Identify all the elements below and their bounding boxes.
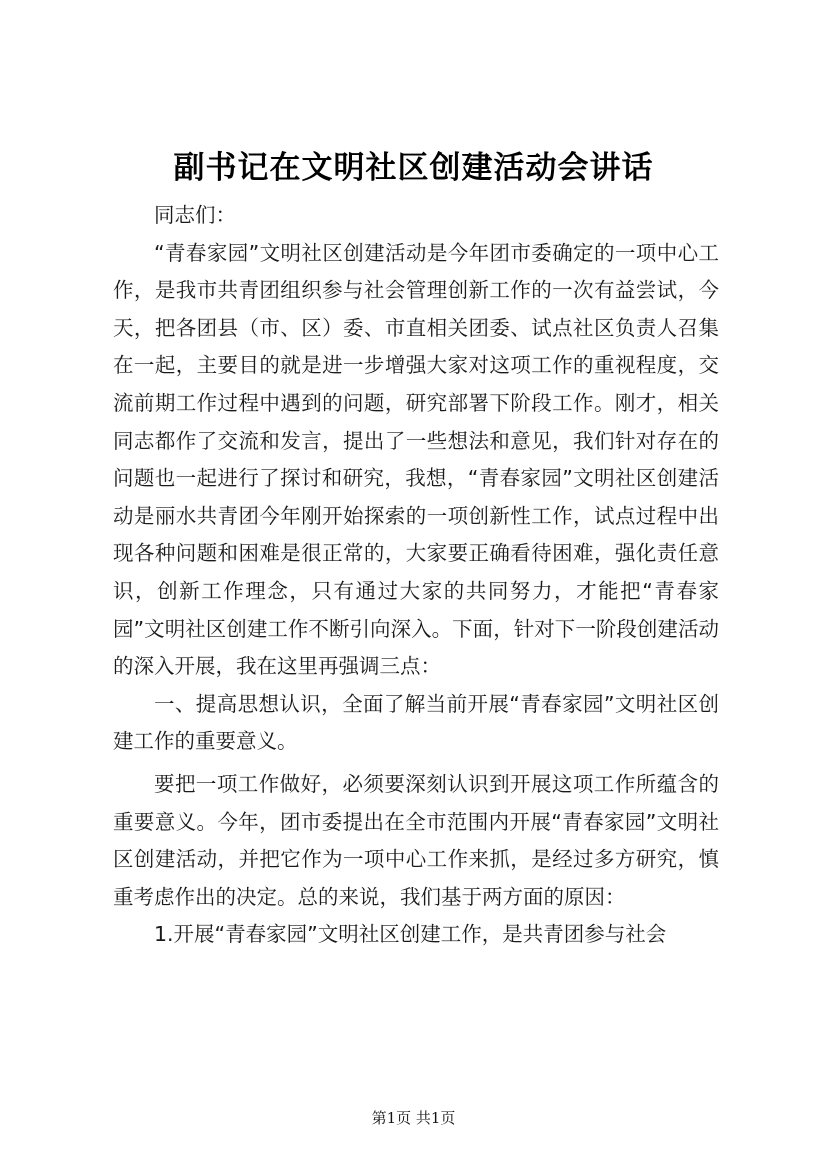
salutation-paragraph: 同志们： (154, 203, 236, 227)
document-body (113, 197, 719, 954)
body-paragraph: 要把一项工作做好，必须要深刻认识到开展这项工作所蕴含的重要意义。今年，团市委提出在全市范围内开展“青春家园”文明社区创建活动，并把它作为一项中心工作来抓，是经过多方研究，慎重考虑作出的决定。总的来说，我们基于两方面的原因： (113, 771, 719, 909)
section-heading-paragraph: 一、提高思想认识，全面了解当前开展“青春家园”文明社区创建工作的重要意义。 (113, 691, 719, 754)
page-footer: 第1页 共1页 (371, 1109, 456, 1127)
body-paragraph: 1.开展“青春家园”文明社区创建工作，是共青团参与社会 (154, 922, 667, 947)
body-paragraph: “青春家园”文明社区创建活动是今年团市委确定的一项中心工作，是我市共青团组织参与社会管理创新工作的一次有益尝试，今天，把各团县（市、区）委、市直相关团委、试点社区负责人召集在一起，主要目的就是进一步增强大家对这项工作的重视程度，交流前期工作过程中遇到的问题，研究部署下阶段工作。刚才，相关同志都作了交流和发言，提出了一些想法和意见，我们针对存在的问题也一起进行了探讨和研究，我想，“青春家园”文明社区创建活动是丽水共青团今年刚开始探索的一项创新性工作，试点过程中出现各种问题和困难是很正常的，大家要正确看待困难，强化责任意识，创新工作理念，只有通过大家的共同努力，才能把“青春家园”文明社区创建工作不断引向深入。下面，针对下一阶段创建活动的深入开展，我在这里再强调三点： (113, 240, 719, 679)
document-title: 副书记在文明社区创建活动会讲话 (173, 150, 654, 186)
